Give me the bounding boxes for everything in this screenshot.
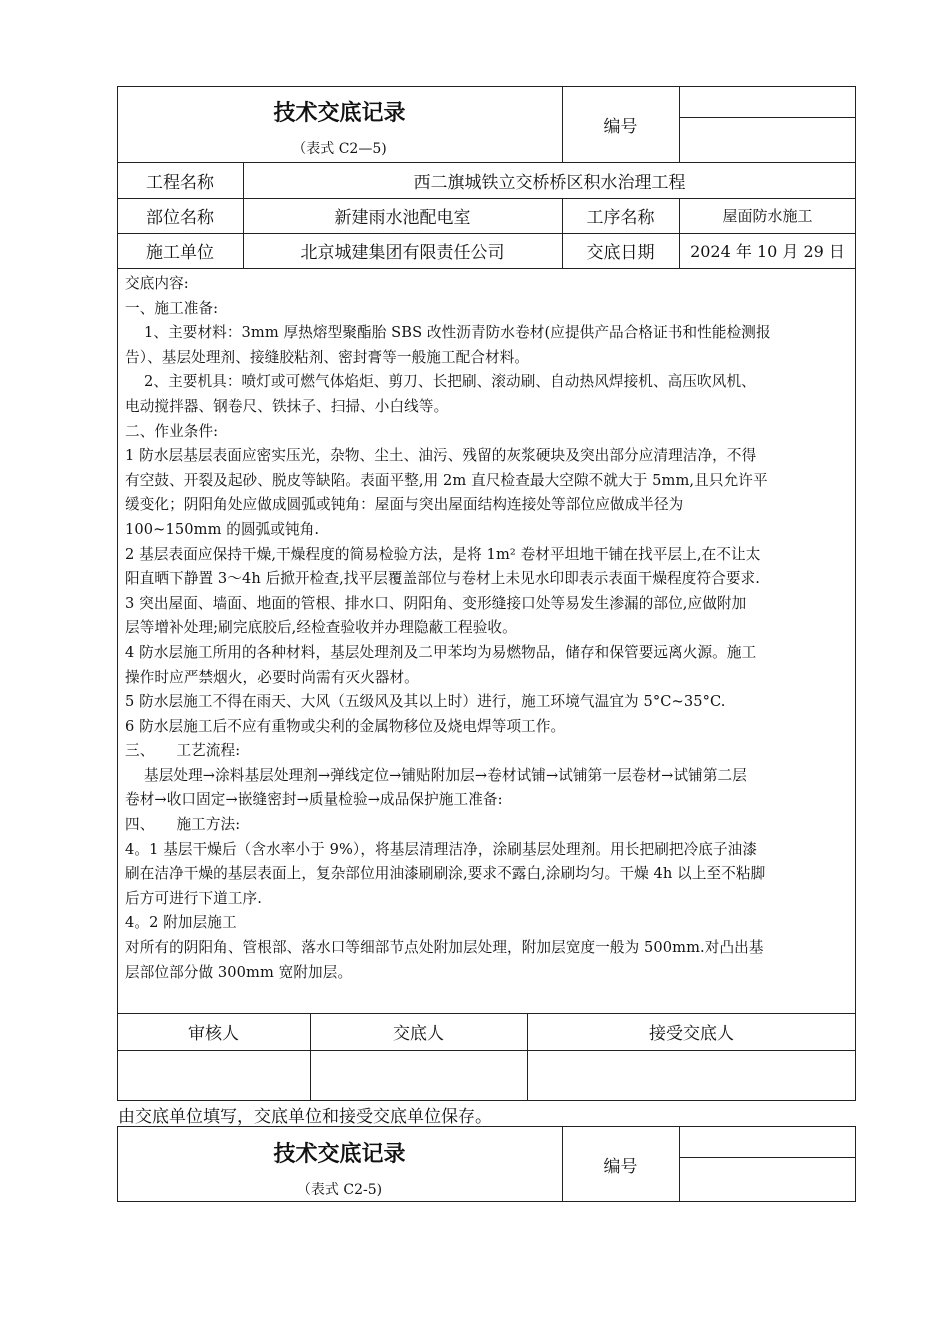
form-code: （表式 C2—5) <box>292 141 387 157</box>
disclosure-date-value: 2024 年 10 月 29 日 <box>690 242 845 261</box>
content-line: 交底内容: <box>125 275 189 292</box>
content-line: 4。2 附加层施工 <box>125 914 237 932</box>
row-line <box>117 268 856 269</box>
discloser-signature-field[interactable] <box>311 1051 526 1100</box>
header-number-split <box>679 1157 856 1158</box>
content-line: 4 防水层施工所用的各种材料，基层处理剂及二甲苯均为易燃物品，储存和保管要远离火源。施工 <box>125 643 757 661</box>
number-label: 编号 <box>603 116 638 137</box>
construction-unit-value: 北京城建集团有限责任公司 <box>300 243 505 263</box>
part-label: 部位名称 <box>146 208 214 228</box>
content-line: 1、主要材料：3mm 厚热熔型聚酯胎 SBS 改性沥青防水卷材(应提供产品合格证书和性能检测报 <box>144 324 771 342</box>
content-line: 100~150mm 的圆弧或钝角. <box>125 520 320 538</box>
reviewer-label: 审核人 <box>188 1024 239 1044</box>
content-line: 缓变化；阴阳角处应做成圆弧或钝角：屋面与突出屋面结构连接处等部位应做成半径为 <box>125 496 684 514</box>
process-value: 屋面防水施工 <box>722 207 813 225</box>
content-line: 三、 工艺流程: <box>125 742 241 760</box>
disclosure-date-label: 交底日期 <box>586 243 655 263</box>
content-line: 3 突出屋面、墙面、地面的管根、排水口、阴阳角、变形缝接口处等易发生渗漏的部位,应做附加 <box>125 594 747 612</box>
disclosure-content <box>125 272 851 985</box>
content-line: 卷材→收口固定→嵌缝密封→质量检验→成品保护施工准备: <box>125 791 503 809</box>
reviewer-signature-field[interactable] <box>118 1051 309 1100</box>
page-title: 技术交底记录 <box>273 101 406 126</box>
part-value: 新建雨水池配电室 <box>334 208 471 228</box>
form-code-2: （表式 C2-5) <box>296 1182 383 1198</box>
content-line: 四、 施工方法: <box>125 816 241 834</box>
content-line: 告）、基层处理剂、接缝胶粘剂、密封膏等一般施工配合材料。 <box>125 348 530 366</box>
content-line: 有空鼓、开裂及起砂、脱皮等缺陷。表面平整,用 2m 直尺检查最大空隙不就大于 5mm,且只允许平 <box>125 471 768 489</box>
number-value-top <box>679 86 856 117</box>
project-name-value: 西二旗城铁立交桥桥区积水治理工程 <box>413 172 686 193</box>
content-line: 后方可进行下道工序. <box>125 889 262 907</box>
number-label-2: 编号 <box>603 1156 638 1177</box>
content-line: 对所有的阴阳角、管根部、落水口等细部节点处附加层处理，附加层宽度一般为 500mm.对凸出基 <box>125 939 764 957</box>
content-line: 二、作业条件: <box>125 422 219 440</box>
content-line: 1 防水层基层表面应密实压光，杂物、尘土、油污、残留的灰浆硬块及突出部分应清理洁净，不得 <box>125 447 757 465</box>
content-line: 层等增补处理;刷完底胶后,经检查验收并办理隐蔽工程验收。 <box>125 619 517 637</box>
number-value-bottom <box>679 117 856 162</box>
content-line: 层部位部分做 300mm 宽附加层。 <box>125 963 353 981</box>
header-number-value-divider <box>679 1126 680 1202</box>
content-line: 5 防水层施工不得在雨天、大风（五级风及其以上时）进行，施工环境气温宜为 5°C~35°C. <box>125 693 726 711</box>
content-line: 2 基层表面应保持干燥,干燥程度的简易检验方法，是将 1m² 卷材平坦地干铺在找平层上,在不让太 <box>125 545 761 563</box>
construction-unit-label: 施工单位 <box>146 243 214 263</box>
page-title-2: 技术交底记录 <box>273 1142 406 1167</box>
content-line: 电动搅拌器、钢卷尺、铁抹子、扫掃、小白线等。 <box>125 397 449 415</box>
content-line: 一、施工准备: <box>125 299 219 317</box>
content-line: 6 防水层施工后不应有重物或尖利的金属物移位及烧电焊等项工作。 <box>125 717 566 735</box>
process-label: 工序名称 <box>586 208 655 228</box>
receiver-label: 接受交底人 <box>649 1024 734 1044</box>
content-line: 4。1 基层干燥后（含水率小于 9%），将基层清理洁净，涂刷基层处理剂。用长把刷把冷底子油漆 <box>125 840 758 858</box>
content-line: 操作时应严禁烟火，必要时尚需有灭火器材。 <box>125 668 419 686</box>
content-line: 基层处理→涂料基层处理剂→弹线定位→铺贴附加层→卷材试铺→试铺第一层卷材→试铺第二层 <box>144 766 747 784</box>
content-line: 刷在洁净干燥的基层表面上，复杂部位用油漆刷刷涂,要求不露白,涂刷均匀。干燥 4h 以上至不粘脚 <box>125 865 766 883</box>
project-name-label: 工程名称 <box>146 172 214 193</box>
footer-note: 由交底单位填写，交底单位和接受交底单位保存。 <box>118 1107 492 1127</box>
content-line: 2、主要机具：喷灯或可燃气体焰炬、剪刀、长把刷、滚动刷、自动热风焊接机、高压吹风机、 <box>144 373 756 391</box>
discloser-label: 交底人 <box>393 1024 444 1044</box>
content-line: 阳直晒下静置 3～4h 后掀开检查,找平层覆盖部位与卷材上未见水印即表示表面干燥程度符合要求. <box>125 570 760 588</box>
receiver-signature-field[interactable] <box>528 1051 855 1100</box>
